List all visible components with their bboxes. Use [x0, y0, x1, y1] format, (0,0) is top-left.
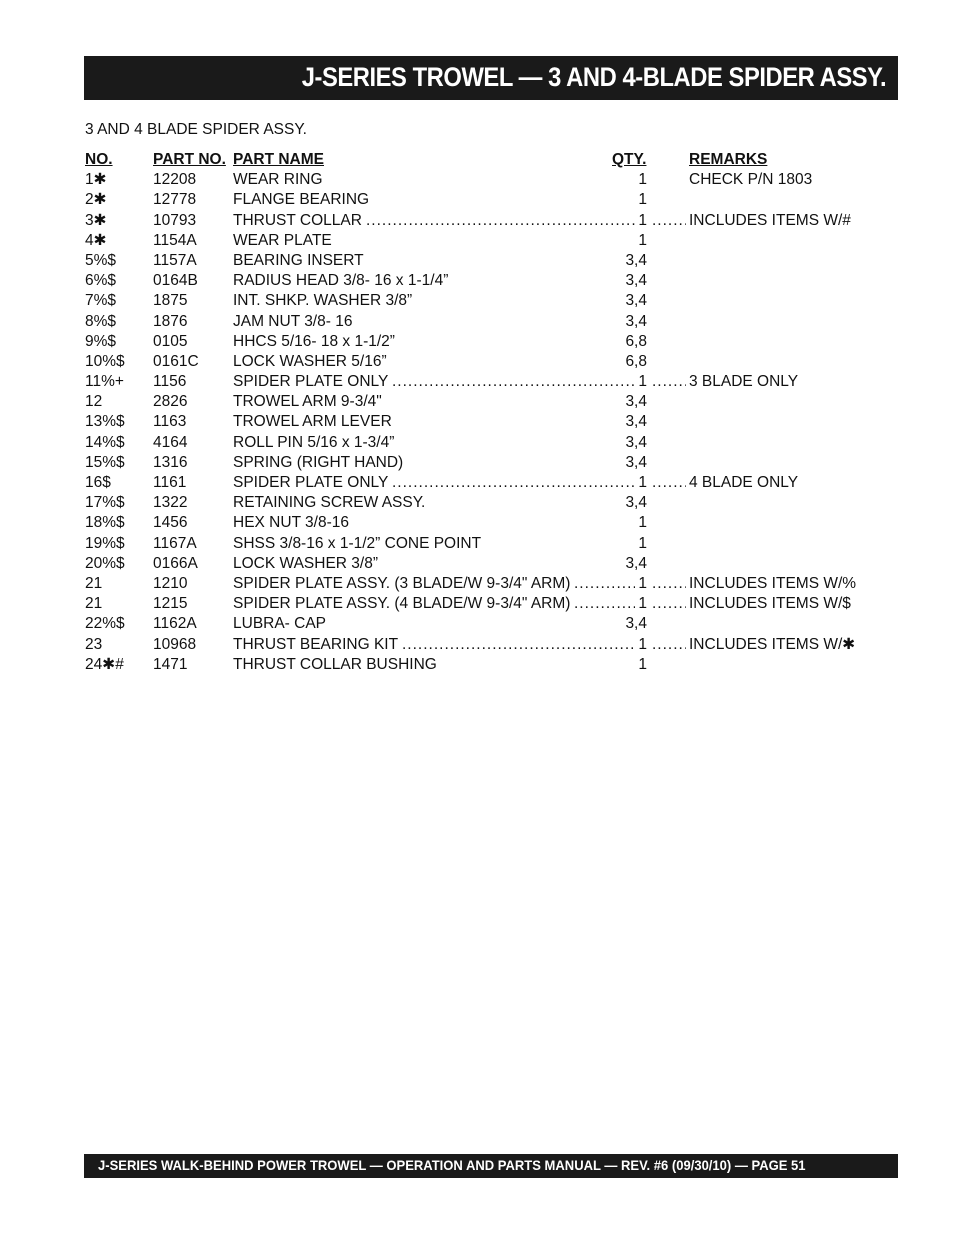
- table-row: [85, 332, 885, 352]
- part-qty: 3,4: [625, 554, 647, 572]
- section-subtitle: 3 AND 4 BLADE SPIDER ASSY.: [85, 121, 307, 138]
- part-number: 1157A: [153, 251, 197, 269]
- part-qty: 3,4: [625, 251, 647, 269]
- part-number: 1161: [153, 474, 187, 491]
- part-number-index: 15%$: [85, 453, 125, 471]
- part-name: THRUST BEARING KIT: [233, 635, 399, 653]
- part-number: 10968: [153, 635, 197, 653]
- part-number-index: 18%$: [85, 514, 125, 532]
- table-row: [85, 554, 885, 574]
- part-number-index: 24✱#: [85, 655, 124, 673]
- table-row: [85, 170, 885, 190]
- part-number: 4164: [153, 433, 188, 451]
- page-title: J-SERIES TROWEL — 3 AND 4-BLADE SPIDER ASSY.: [301, 62, 886, 92]
- part-number: 1316: [153, 453, 188, 471]
- header-part-name: PART NAME: [233, 151, 324, 168]
- leader-dots: [652, 635, 686, 655]
- table-row: [85, 352, 885, 372]
- part-qty: 1: [638, 635, 647, 653]
- part-number: 1167A: [153, 534, 197, 552]
- part-name: TROWEL ARM LEVER: [233, 413, 392, 431]
- part-number-index: 7%$: [85, 292, 117, 310]
- part-remarks: INCLUDES ITEMS W/✱: [689, 635, 856, 653]
- part-number: 1215: [153, 595, 188, 613]
- table-row: [85, 412, 885, 432]
- part-qty: 3,4: [625, 272, 647, 290]
- part-number-index: 6%$: [85, 272, 117, 290]
- part-number: 1471: [153, 655, 188, 673]
- part-name: RADIUS HEAD 3/8- 16 x 1-1/4”: [233, 272, 449, 290]
- part-number-index: 21: [85, 595, 103, 613]
- table-row: [85, 291, 885, 311]
- part-remarks: 3 BLADE ONLY: [689, 373, 799, 391]
- table-row: [85, 392, 885, 412]
- table-row: [85, 372, 885, 392]
- part-number: 0161C: [153, 352, 199, 370]
- part-number-index: 4✱: [85, 231, 107, 249]
- table-row: [85, 534, 885, 554]
- part-number: 1154A: [153, 231, 197, 249]
- table-row: [85, 271, 885, 291]
- part-number-index: 19%$: [85, 534, 125, 552]
- part-qty: 1: [638, 211, 647, 229]
- part-number-index: 16$: [85, 474, 111, 491]
- part-name: SPIDER PLATE ASSY. (4 BLADE/W 9-3/4" ARM): [233, 595, 571, 613]
- table-row: [85, 433, 885, 453]
- part-qty: 1: [638, 514, 647, 532]
- header-no: NO.: [85, 151, 113, 168]
- part-qty: 6,8: [625, 352, 647, 370]
- leader-dots: [366, 211, 635, 231]
- part-name: JAM NUT 3/8- 16: [233, 312, 353, 330]
- part-number-index: 9%$: [85, 332, 117, 350]
- part-number: 1210: [153, 574, 188, 592]
- table-row: [85, 211, 885, 231]
- part-name: WEAR PLATE: [233, 231, 332, 249]
- part-remarks: INCLUDES ITEMS W/$: [689, 595, 851, 613]
- part-name: WEAR RING: [233, 171, 323, 189]
- part-number: 12778: [153, 191, 197, 209]
- part-qty: 1: [638, 474, 647, 491]
- part-name: THRUST COLLAR BUSHING: [233, 655, 437, 673]
- part-number-index: 21: [85, 574, 103, 592]
- part-name: BEARING INSERT: [233, 251, 364, 269]
- table-row: [85, 574, 885, 594]
- part-name: THRUST COLLAR: [233, 211, 362, 229]
- table-row: [85, 614, 885, 634]
- part-name: LOCK WASHER 5/16”: [233, 352, 387, 370]
- part-qty: 3,4: [625, 453, 647, 471]
- table-row: [85, 473, 885, 493]
- leader-dots: [652, 372, 686, 392]
- table-row: [85, 231, 885, 251]
- part-number: 1156: [153, 373, 187, 391]
- part-remarks: 4 BLADE ONLY: [689, 474, 799, 491]
- leader-dots: [652, 473, 686, 493]
- part-qty: 3,4: [625, 312, 647, 330]
- part-number-index: 20%$: [85, 554, 125, 572]
- part-qty: 3,4: [625, 615, 647, 633]
- part-remarks: INCLUDES ITEMS W/%: [689, 574, 857, 592]
- part-qty: 6,8: [625, 332, 647, 350]
- leader-dots: [574, 594, 635, 614]
- part-number-index: 8%$: [85, 312, 117, 330]
- table-row: [85, 655, 885, 675]
- part-number: 0105: [153, 332, 188, 350]
- part-qty: 3,4: [625, 292, 647, 310]
- part-name: HEX NUT 3/8-16: [233, 514, 350, 532]
- table-row: [85, 635, 885, 655]
- footer-text: J-SERIES WALK-BEHIND POWER TROWEL — OPERATION AND PARTS MANUAL — REV. #6 (09/30/10) — PAGE 51: [98, 1157, 806, 1173]
- part-qty: 1: [638, 231, 647, 249]
- part-qty: 3,4: [625, 413, 647, 431]
- header-qty: QTY.: [612, 151, 647, 168]
- part-number-index: 23: [85, 635, 103, 653]
- part-qty: 3,4: [625, 393, 647, 411]
- part-name: FLANGE BEARING: [233, 191, 370, 209]
- part-number: 1876: [153, 312, 188, 330]
- leader-dots: [652, 594, 686, 614]
- part-name: SHSS 3/8-16 x 1-1/2” CONE POINT: [233, 534, 482, 552]
- part-name: HHCS 5/16- 18 x 1-1/2”: [233, 332, 395, 350]
- part-name: SPIDER PLATE ASSY. (3 BLADE/W 9-3/4" ARM): [233, 574, 571, 592]
- leader-dots: [392, 473, 635, 493]
- parts-table: [85, 150, 885, 675]
- part-name: LOCK WASHER 3/8”: [233, 554, 378, 572]
- header-remarks: REMARKS: [689, 151, 768, 168]
- part-number: 1456: [153, 514, 188, 532]
- header-part-no: PART NO.: [153, 151, 226, 168]
- part-number-index: 12: [85, 393, 103, 411]
- leader-dots: [574, 574, 635, 594]
- part-number-index: 3✱: [85, 211, 107, 229]
- part-number-index: 13%$: [85, 413, 125, 431]
- part-number-index: 10%$: [85, 352, 125, 370]
- part-number: 1163: [153, 413, 187, 431]
- part-name: INT. SHKP. WASHER 3/8”: [233, 292, 413, 310]
- part-number-index: 14%$: [85, 433, 125, 451]
- part-qty: 1: [638, 534, 647, 552]
- part-qty: 3,4: [625, 433, 647, 451]
- table-row: [85, 251, 885, 271]
- part-number: 0166A: [153, 554, 198, 572]
- part-name: LUBRA- CAP: [233, 615, 327, 633]
- part-number: 10793: [153, 211, 197, 229]
- part-number: 1322: [153, 494, 188, 512]
- part-name: SPRING (RIGHT HAND): [233, 453, 404, 471]
- table-row: [85, 312, 885, 332]
- table-row: [85, 493, 885, 513]
- leader-dots: [652, 211, 686, 231]
- part-name: SPIDER PLATE ONLY: [233, 474, 389, 491]
- part-name: ROLL PIN 5/16 x 1-3/4”: [233, 433, 395, 451]
- part-number-index: 2✱: [85, 191, 107, 209]
- part-qty: 1: [638, 171, 647, 189]
- part-number-index: 1✱: [85, 171, 107, 189]
- part-name: SPIDER PLATE ONLY: [233, 373, 389, 391]
- leader-dots: [652, 574, 686, 594]
- part-qty: 1: [638, 373, 647, 391]
- part-number: 1162A: [153, 615, 197, 633]
- part-number-index: 17%$: [85, 494, 125, 512]
- table-header-row: [85, 150, 885, 170]
- table-body: [85, 170, 885, 675]
- part-qty: 1: [638, 574, 647, 592]
- part-name: TROWEL ARM 9-3/4": [233, 393, 382, 411]
- part-number: 1875: [153, 292, 188, 310]
- part-remarks: INCLUDES ITEMS W/#: [689, 211, 851, 229]
- part-qty: 3,4: [625, 494, 647, 512]
- table-row: [85, 190, 885, 210]
- part-name: RETAINING SCREW ASSY.: [233, 494, 426, 512]
- part-number: 2826: [153, 393, 188, 411]
- part-number-index: 22%$: [85, 615, 125, 633]
- part-number-index: 11%+: [85, 373, 124, 391]
- leader-dots: [402, 635, 635, 655]
- part-qty: 1: [638, 595, 647, 613]
- part-qty: 1: [638, 655, 647, 673]
- part-qty: 1: [638, 191, 647, 209]
- table-row: [85, 513, 885, 533]
- part-number-index: 5%$: [85, 251, 117, 269]
- table-row: [85, 453, 885, 473]
- page-header-bar: [84, 56, 898, 100]
- part-number: 12208: [153, 171, 197, 189]
- leader-dots: [392, 372, 635, 392]
- page-footer-bar: [84, 1154, 898, 1178]
- table-row: [85, 594, 885, 614]
- part-remarks: CHECK P/N 1803: [689, 171, 813, 189]
- part-number: 0164B: [153, 272, 198, 290]
